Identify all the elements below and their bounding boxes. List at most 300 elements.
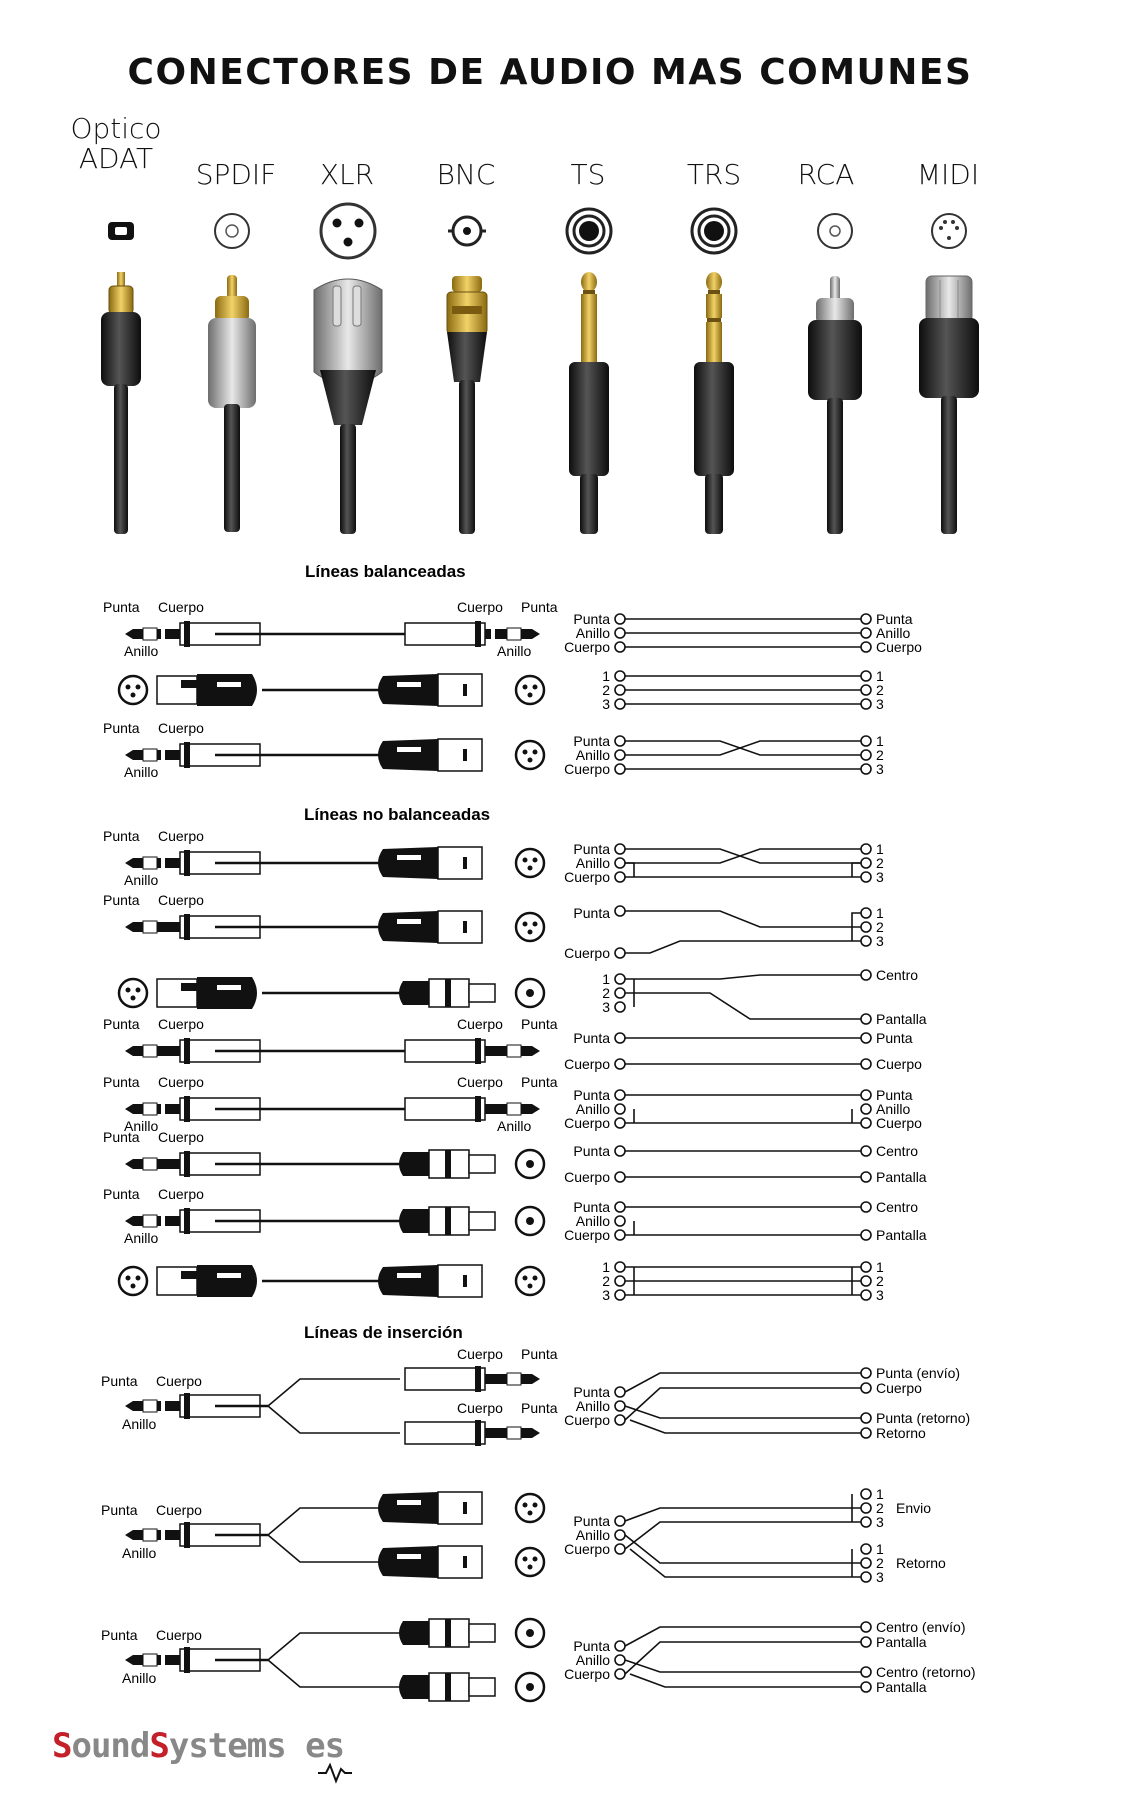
terminal bbox=[615, 988, 625, 998]
wire bbox=[625, 849, 861, 863]
terminal bbox=[861, 1383, 871, 1393]
xlr-plug-drawing bbox=[378, 739, 482, 771]
label-cuerpo: Cuerpo bbox=[457, 1346, 503, 1362]
wire bbox=[268, 1379, 400, 1406]
label-pin1: 1 bbox=[876, 1541, 884, 1557]
label-punta: Punta bbox=[103, 1129, 140, 1145]
label-pin3: 3 bbox=[876, 869, 884, 885]
terminal bbox=[615, 1655, 625, 1665]
terminal bbox=[615, 1033, 625, 1043]
label-pin3: 3 bbox=[602, 696, 610, 712]
terminal bbox=[615, 1230, 625, 1240]
row-insert-xlr bbox=[101, 1486, 946, 1585]
midi-plug bbox=[919, 276, 979, 534]
label-cuerpo: Cuerpo bbox=[564, 1666, 610, 1682]
label-pin1: 1 bbox=[876, 733, 884, 749]
wire bbox=[630, 1420, 861, 1433]
wire bbox=[625, 741, 861, 755]
label-pin1: 1 bbox=[602, 971, 610, 987]
wire bbox=[625, 941, 861, 953]
row-balanced-xlr-xlr bbox=[119, 668, 884, 712]
terminal bbox=[615, 671, 625, 681]
rca-icon bbox=[818, 214, 852, 248]
xlr-plug-drawing bbox=[378, 911, 482, 943]
terminal bbox=[861, 628, 871, 638]
label-pin2: 2 bbox=[876, 747, 884, 763]
terminal bbox=[615, 1530, 625, 1540]
label-pin1: 1 bbox=[876, 1259, 884, 1275]
xlr-plug-drawing bbox=[378, 1546, 482, 1578]
row-ts-to-xlr bbox=[103, 892, 884, 961]
label-punta: Punta bbox=[573, 841, 610, 857]
label-cuerpo: Cuerpo bbox=[876, 1380, 922, 1396]
label-retorno: Retorno bbox=[876, 1425, 926, 1441]
label-cuerpo: Cuerpo bbox=[158, 892, 204, 908]
terminal bbox=[861, 764, 871, 774]
label-cuerpo: Cuerpo bbox=[564, 1227, 610, 1243]
label-punta-envio: Punta (envío) bbox=[876, 1365, 961, 1381]
label-cuerpo: Cuerpo bbox=[564, 869, 610, 885]
label-pin3: 3 bbox=[602, 999, 610, 1015]
label-cuerpo: Cuerpo bbox=[457, 599, 503, 615]
rca-plug-drawing bbox=[399, 979, 495, 1007]
label-cuerpo: Cuerpo bbox=[564, 945, 610, 961]
terminal bbox=[615, 1401, 625, 1411]
label-punta: Punta bbox=[573, 1199, 610, 1215]
xlr-socket-icon bbox=[516, 1267, 544, 1295]
label-cuerpo: Cuerpo bbox=[156, 1627, 202, 1643]
section-title-unbalanced: Líneas no balanceadas bbox=[304, 805, 491, 824]
label-punta: Punta bbox=[521, 599, 558, 615]
label-anillo: Anillo bbox=[124, 1118, 159, 1134]
label-pin1: 1 bbox=[876, 1486, 884, 1502]
wire bbox=[625, 863, 634, 877]
xlr-plug-drawing bbox=[157, 674, 257, 706]
terminal bbox=[861, 1290, 871, 1300]
label-pin3: 3 bbox=[876, 933, 884, 949]
label-anillo: Anillo bbox=[124, 643, 159, 659]
row-insert-trs bbox=[101, 1346, 970, 1446]
terminal bbox=[615, 1669, 625, 1679]
terminal bbox=[861, 1544, 871, 1554]
xlr-socket-icon bbox=[119, 676, 147, 704]
terminal bbox=[615, 1104, 625, 1114]
terminal bbox=[861, 1276, 871, 1286]
label-anillo: Anillo bbox=[122, 1416, 157, 1432]
connector-label-ts: TS bbox=[570, 158, 606, 191]
label-cuerpo: Cuerpo bbox=[158, 1186, 204, 1202]
label-pin2: 2 bbox=[602, 682, 610, 698]
terminal bbox=[861, 1104, 871, 1114]
xlr-plug bbox=[314, 279, 382, 534]
rca-socket-icon bbox=[516, 1150, 544, 1178]
label-pin2: 2 bbox=[876, 855, 884, 871]
label-anillo: Anillo bbox=[575, 855, 610, 871]
label-punta: Punta bbox=[573, 1638, 610, 1654]
wire bbox=[268, 1633, 400, 1660]
terminal bbox=[615, 1146, 625, 1156]
label-anillo: Anillo bbox=[575, 1398, 610, 1414]
terminal bbox=[615, 948, 625, 958]
wire bbox=[625, 1522, 861, 1549]
xlr-plug-drawing bbox=[378, 1265, 482, 1297]
xlr-socket-icon bbox=[119, 1267, 147, 1295]
terminal bbox=[861, 1517, 871, 1527]
trs-plug bbox=[694, 272, 734, 534]
label-pin1: 1 bbox=[602, 1259, 610, 1275]
rca-plug-drawing bbox=[399, 1673, 495, 1701]
label-anillo: Anillo bbox=[575, 747, 610, 763]
rca-plug-drawing bbox=[399, 1207, 495, 1235]
label-cuerpo: Cuerpo bbox=[158, 720, 204, 736]
wire bbox=[625, 1660, 861, 1672]
page-title: CONECTORES DE AUDIO MAS COMUNES bbox=[127, 52, 973, 93]
label-punta-retorno: Punta (retorno) bbox=[876, 1410, 971, 1426]
connector-label-spdif: SPDIF bbox=[195, 158, 277, 191]
xlr-plug-drawing bbox=[378, 847, 482, 879]
label-anillo: Anillo bbox=[575, 1652, 610, 1668]
bnc-icon bbox=[448, 217, 486, 245]
terminal bbox=[615, 1276, 625, 1286]
spdif-icon bbox=[215, 214, 249, 248]
label-pin2: 2 bbox=[876, 682, 884, 698]
terminal bbox=[615, 1290, 625, 1300]
label-pin1: 1 bbox=[876, 905, 884, 921]
label-cuerpo: Cuerpo bbox=[876, 1115, 922, 1131]
wire bbox=[625, 1508, 861, 1521]
terminal bbox=[861, 1558, 871, 1568]
terminal bbox=[615, 844, 625, 854]
label-pin1: 1 bbox=[876, 668, 884, 684]
wire bbox=[625, 741, 861, 755]
wire bbox=[625, 1535, 861, 1563]
terminal bbox=[615, 1641, 625, 1651]
rca-socket-icon bbox=[516, 979, 544, 1007]
label-punta: Punta bbox=[876, 611, 913, 627]
spdif-plug bbox=[208, 275, 256, 532]
label-punta: Punta bbox=[573, 905, 610, 921]
label-anillo: Anillo bbox=[575, 1527, 610, 1543]
terminal bbox=[861, 699, 871, 709]
label-centro-envio: Centro (envío) bbox=[876, 1619, 966, 1635]
label-pin2: 2 bbox=[602, 1273, 610, 1289]
rca-plug-drawing bbox=[399, 1619, 495, 1647]
wire bbox=[625, 849, 861, 863]
xlr-icon bbox=[321, 204, 375, 258]
terminal bbox=[861, 736, 871, 746]
terminal bbox=[861, 1572, 871, 1582]
wire bbox=[268, 1406, 400, 1433]
row-xlr-to-xlr-unbalanced bbox=[119, 1259, 884, 1303]
terminal bbox=[861, 1172, 871, 1182]
terminal bbox=[861, 1230, 871, 1240]
label-punta: Punta bbox=[876, 1087, 913, 1103]
label-cuerpo: Cuerpo bbox=[564, 1056, 610, 1072]
label-pin3: 3 bbox=[876, 1514, 884, 1530]
optical-adat-icon bbox=[108, 222, 134, 240]
label-cuerpo: Cuerpo bbox=[564, 639, 610, 655]
wire bbox=[625, 993, 861, 1019]
ts-jack-drawing bbox=[405, 1038, 540, 1064]
trs-jack-icon bbox=[692, 209, 736, 253]
xlr-socket-icon bbox=[516, 913, 544, 941]
rca-socket-icon bbox=[516, 1207, 544, 1235]
label-centro: Centro bbox=[876, 1143, 919, 1159]
label-punta: Punta bbox=[103, 828, 140, 844]
connector-label-midi: MIDI bbox=[916, 158, 980, 191]
wire bbox=[625, 1373, 861, 1392]
terminal bbox=[861, 1090, 871, 1100]
label-cuerpo: Cuerpo bbox=[158, 1129, 204, 1145]
waveform-icon bbox=[318, 1765, 352, 1781]
bnc-plug bbox=[447, 276, 487, 534]
label-cuerpo: Cuerpo bbox=[158, 1074, 204, 1090]
terminal bbox=[615, 685, 625, 695]
label-punta: Punta bbox=[573, 1087, 610, 1103]
label-anillo: Anillo bbox=[124, 872, 159, 888]
connector-label-line1: Optico bbox=[70, 112, 162, 145]
label-pin2: 2 bbox=[876, 1273, 884, 1289]
terminal bbox=[615, 1544, 625, 1554]
row-trs-to-rca bbox=[103, 1186, 927, 1246]
connector-label-xlr: XLR bbox=[319, 158, 375, 191]
terminal bbox=[615, 1202, 625, 1212]
terminal bbox=[861, 936, 871, 946]
terminal bbox=[861, 1146, 871, 1156]
label-punta: Punta bbox=[521, 1074, 558, 1090]
terminal bbox=[861, 844, 871, 854]
terminal bbox=[861, 1202, 871, 1212]
label-anillo: Anillo bbox=[122, 1545, 157, 1561]
wire bbox=[625, 1642, 861, 1674]
terminal bbox=[861, 1413, 871, 1423]
label-cuerpo: Cuerpo bbox=[876, 1056, 922, 1072]
label-cuerpo: Cuerpo bbox=[564, 1115, 610, 1131]
label-pin3: 3 bbox=[876, 696, 884, 712]
wire bbox=[625, 911, 861, 927]
label-centro: Centro bbox=[876, 967, 919, 983]
label-pantalla: Pantalla bbox=[876, 1227, 927, 1243]
xlr-socket-icon bbox=[516, 1548, 544, 1576]
ts-jack-drawing bbox=[405, 1366, 540, 1392]
terminal bbox=[615, 614, 625, 624]
terminal bbox=[615, 906, 625, 916]
label-envio: Envio bbox=[896, 1500, 932, 1516]
terminal bbox=[615, 1002, 625, 1012]
xlr-socket-icon bbox=[516, 849, 544, 877]
terminal bbox=[615, 1059, 625, 1069]
label-pin2: 2 bbox=[876, 919, 884, 935]
label-pantalla: Pantalla bbox=[876, 1011, 927, 1027]
terminal bbox=[861, 922, 871, 932]
label-cuerpo: Cuerpo bbox=[457, 1400, 503, 1416]
row-ts-to-rca bbox=[103, 1129, 927, 1185]
row-ts-to-ts bbox=[103, 1016, 922, 1072]
terminal bbox=[861, 1118, 871, 1128]
terminal bbox=[615, 736, 625, 746]
label-anillo: Anillo bbox=[876, 1101, 911, 1117]
label-pantalla: Pantalla bbox=[876, 1169, 927, 1185]
ts-jack-drawing bbox=[405, 1420, 540, 1446]
label-punta: Punta bbox=[101, 1627, 138, 1643]
label-retorno: Retorno bbox=[896, 1555, 946, 1571]
label-cuerpo: Cuerpo bbox=[564, 1169, 610, 1185]
wire bbox=[268, 1660, 400, 1687]
label-anillo: Anillo bbox=[124, 1230, 159, 1246]
terminal bbox=[861, 671, 871, 681]
terminal bbox=[861, 1503, 871, 1513]
label-anillo: Anillo bbox=[124, 764, 159, 780]
row-jack-to-xlr bbox=[103, 720, 884, 780]
terminal bbox=[861, 1667, 871, 1677]
label-pin3: 3 bbox=[602, 1287, 610, 1303]
wire bbox=[625, 975, 861, 979]
xlr-plug-drawing bbox=[157, 977, 257, 1009]
terminal bbox=[615, 1172, 625, 1182]
label-punta: Punta bbox=[103, 1074, 140, 1090]
terminal bbox=[615, 1216, 625, 1226]
section-title-insert: Líneas de inserción bbox=[304, 1323, 463, 1342]
terminal bbox=[615, 764, 625, 774]
terminal bbox=[861, 1368, 871, 1378]
row-trs-to-ts bbox=[103, 1074, 922, 1134]
label-punta: Punta bbox=[103, 892, 140, 908]
label-pin2: 2 bbox=[602, 985, 610, 1001]
label-punta: Punta bbox=[573, 1513, 610, 1529]
terminal bbox=[615, 1118, 625, 1128]
xlr-plug-drawing bbox=[157, 1265, 257, 1297]
xlr-socket-icon bbox=[516, 741, 544, 769]
label-cuerpo: Cuerpo bbox=[156, 1373, 202, 1389]
terminal bbox=[861, 1637, 871, 1647]
wiring-rows bbox=[101, 599, 976, 1701]
label-cuerpo: Cuerpo bbox=[158, 828, 204, 844]
label-pantalla: Pantalla bbox=[876, 1679, 927, 1695]
label-punta: Punta bbox=[573, 1030, 610, 1046]
label-punta: Punta bbox=[103, 720, 140, 736]
terminal bbox=[861, 872, 871, 882]
connector-label-trs: TRS bbox=[686, 158, 742, 191]
label-anillo: Anillo bbox=[497, 1118, 532, 1134]
label-cuerpo: Cuerpo bbox=[564, 1412, 610, 1428]
xlr-plug-drawing bbox=[378, 674, 482, 706]
terminal bbox=[861, 1428, 871, 1438]
wire bbox=[625, 1388, 861, 1420]
terminal bbox=[861, 685, 871, 695]
label-cuerpo: Cuerpo bbox=[564, 761, 610, 777]
label-anillo: Anillo bbox=[122, 1670, 157, 1686]
terminal bbox=[861, 1059, 871, 1069]
connector-label-line2: ADAT bbox=[78, 142, 154, 175]
xlr-socket-icon bbox=[516, 676, 544, 704]
terminal bbox=[861, 750, 871, 760]
terminal bbox=[615, 1262, 625, 1272]
label-pin2: 2 bbox=[876, 1555, 884, 1571]
label-punta: Punta bbox=[103, 1186, 140, 1202]
terminal bbox=[861, 1622, 871, 1632]
terminal bbox=[861, 908, 871, 918]
optical-adat-plug bbox=[101, 272, 141, 534]
label-punta: Punta bbox=[573, 1384, 610, 1400]
label-anillo: Anillo bbox=[497, 643, 532, 659]
terminal bbox=[861, 970, 871, 980]
label-pin1: 1 bbox=[876, 841, 884, 857]
label-punta: Punta bbox=[521, 1016, 558, 1032]
xlr-socket-icon bbox=[516, 1494, 544, 1522]
label-punta: Punta bbox=[103, 599, 140, 615]
label-cuerpo: Cuerpo bbox=[564, 1541, 610, 1557]
terminal bbox=[861, 1682, 871, 1692]
wire bbox=[625, 1627, 861, 1646]
section-title-balanced: Líneas balanceadas bbox=[305, 562, 466, 581]
label-pin2: 2 bbox=[876, 1500, 884, 1516]
rca-plug-drawing bbox=[399, 1150, 495, 1178]
connector-label-bnc: BNC bbox=[436, 158, 496, 191]
label-centro: Centro bbox=[876, 1199, 919, 1215]
label-pin3: 3 bbox=[876, 761, 884, 777]
label-pin3: 3 bbox=[876, 1569, 884, 1585]
wire bbox=[625, 1406, 861, 1418]
connector-label-rca: RCA bbox=[797, 158, 855, 191]
rca-socket-icon bbox=[516, 1619, 544, 1647]
label-punta: Punta bbox=[573, 1143, 610, 1159]
xlr-plug-drawing bbox=[378, 1492, 482, 1524]
label-cuerpo: Cuerpo bbox=[158, 1016, 204, 1032]
terminal bbox=[615, 750, 625, 760]
terminal bbox=[861, 614, 871, 624]
label-punta: Punta bbox=[521, 1346, 558, 1362]
label-anillo: Anillo bbox=[575, 1101, 610, 1117]
rca-socket-icon bbox=[516, 1673, 544, 1701]
label-centro-retorno: Centro (retorno) bbox=[876, 1664, 976, 1680]
row-balanced-trs-trs bbox=[103, 599, 922, 659]
terminal bbox=[615, 1090, 625, 1100]
label-cuerpo: Cuerpo bbox=[457, 1016, 503, 1032]
label-pantalla: Pantalla bbox=[876, 1634, 927, 1650]
terminal bbox=[615, 1415, 625, 1425]
terminal bbox=[615, 1516, 625, 1526]
label-punta: Punta bbox=[521, 1400, 558, 1416]
wire bbox=[630, 1674, 861, 1687]
ts-jack-icon bbox=[567, 209, 611, 253]
terminal bbox=[861, 858, 871, 868]
label-anillo: Anillo bbox=[876, 625, 911, 641]
terminal bbox=[615, 872, 625, 882]
terminal bbox=[861, 1489, 871, 1499]
terminal bbox=[615, 1387, 625, 1397]
rca-plug bbox=[808, 276, 862, 534]
terminal bbox=[861, 1014, 871, 1024]
terminal bbox=[615, 858, 625, 868]
terminal bbox=[615, 974, 625, 984]
terminal bbox=[861, 642, 871, 652]
label-punta: Punta bbox=[101, 1373, 138, 1389]
label-cuerpo: Cuerpo bbox=[876, 639, 922, 655]
ts-plug bbox=[569, 272, 609, 534]
label-cuerpo: Cuerpo bbox=[156, 1502, 202, 1518]
label-pin3: 3 bbox=[876, 1287, 884, 1303]
label-punta: Punta bbox=[876, 1030, 913, 1046]
label-anillo: Anillo bbox=[575, 625, 610, 641]
label-punta: Punta bbox=[101, 1502, 138, 1518]
row-insert-rca bbox=[101, 1619, 976, 1701]
label-punta: Punta bbox=[573, 733, 610, 749]
terminal bbox=[615, 699, 625, 709]
label-pin1: 1 bbox=[602, 668, 610, 684]
row-jack-to-xlr bbox=[103, 828, 884, 888]
terminal bbox=[615, 628, 625, 638]
label-cuerpo: Cuerpo bbox=[158, 599, 204, 615]
